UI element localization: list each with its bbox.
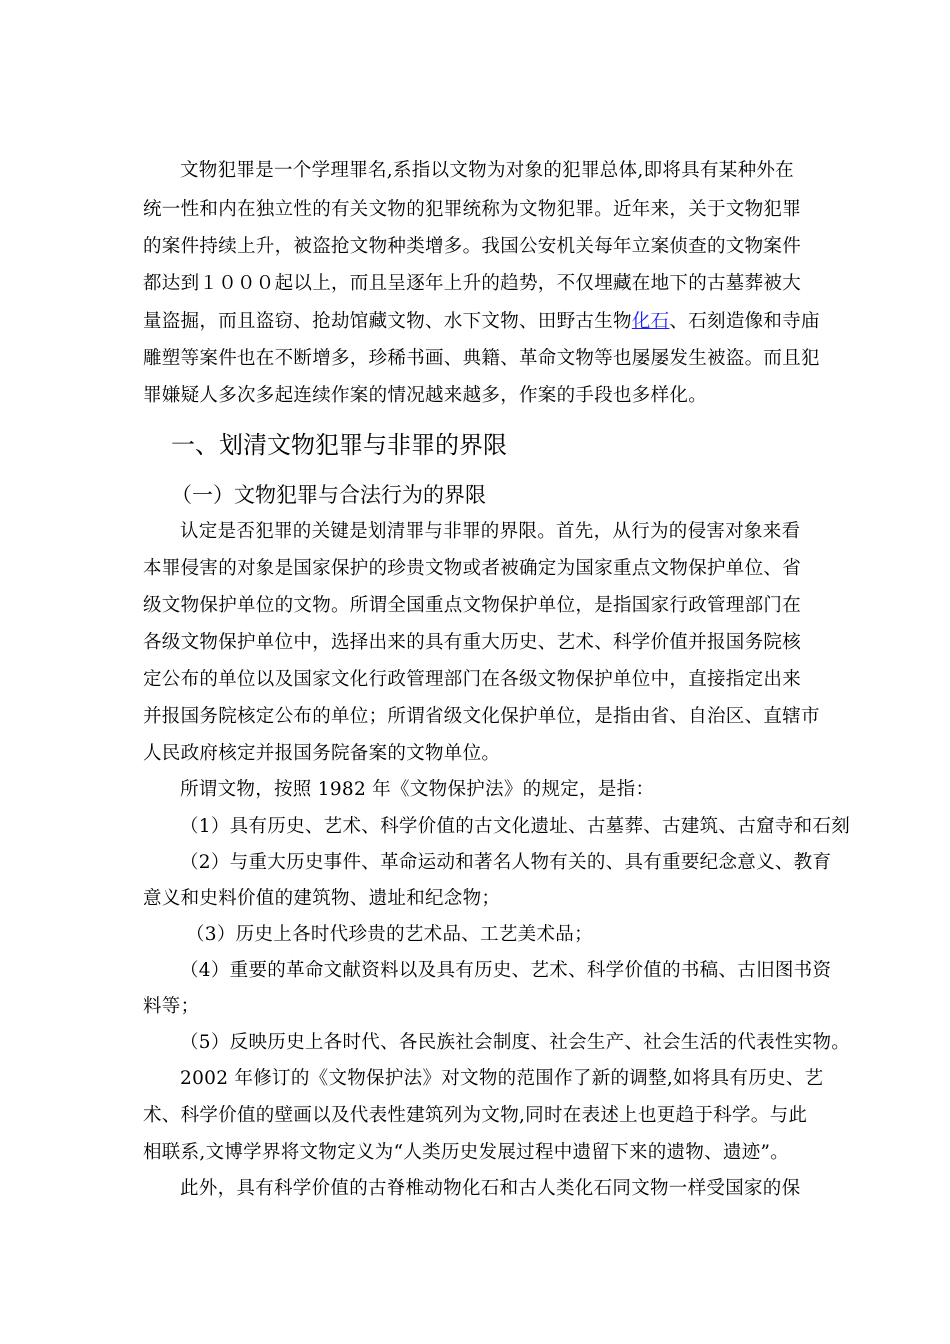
list-item-5: （5）反映历史上各时代、各民族社会制度、社会生产、社会生活的代表性实物。 [180, 1032, 851, 1053]
para1-line1: 文物犯罪是一个学理罪名,系指以文物为对象的犯罪总体,即将具有某种外在 [180, 160, 794, 181]
list-item-2-line2: 意义和史料价值的建筑物、遗址和纪念物； [143, 888, 501, 909]
para1-line5-before: 量盗掘，而且盗窃、抢劫馆藏文物、水下文物、田野古生物 [143, 311, 632, 332]
para1-line3: 的案件持续上升，被盗抢文物种类增多。我国公安机关每年立案侦查的文物案件 [143, 236, 802, 257]
subsection-heading: （一）文物犯罪与合法行为的界限 [171, 483, 486, 507]
para4-line2: 术、科学价值的壁画以及代表性建筑列为文物,同时在表述上也更趋于科学。与此 [143, 1105, 808, 1126]
para2-line5: 定公布的单位以及国家文化行政管理部门在各级文物保护单位中，直接指定出来 [143, 669, 802, 690]
para4-line3: 相联系,文博学界将文物定义为“人类历史发展过程中遗留下来的遗物、遗迹”。 [143, 1142, 790, 1163]
para2-line1: 认定是否犯罪的关键是划清罪与非罪的界限。首先，从行为的侵害对象来看 [180, 521, 801, 542]
fossil-link[interactable]: 化石 [631, 311, 670, 332]
para2-line4: 各级文物保护单位中，选择出来的具有重大历史、艺术、科学价值并报国务院核 [143, 632, 802, 653]
list-item-1: （1）具有历史、艺术、科学价值的古文化遗址、古墓葬、古建筑、古窟寺和石刻 [180, 816, 851, 837]
para1-line4: 都达到１０００起以上，而且呈逐年上升的趋势，不仅埋藏在地下的古墓葬被大 [143, 273, 802, 294]
list-item-3: （3）历史上各时代珍贵的艺术品、工艺美术品； [186, 924, 593, 945]
para2-line3: 级文物保护单位的文物。所谓全国重点文物保护单位，是指国家行政管理部门在 [143, 595, 802, 616]
para3: 所谓文物，按照 1982 年《文物保护法》的规定，是指： [180, 779, 655, 800]
para1-line7: 罪嫌疑人多次多起连续作案的情况越来越多，作案的手段也多样化。 [143, 385, 708, 406]
para2-line7: 人民政府核定并报国务院备案的文物单位。 [143, 743, 501, 764]
para2-line6: 并报国务院核定公布的单位；所谓省级文化保护单位，是指由省、自治区、直辖市 [143, 706, 820, 727]
para4-line1: 2002 年修订的《文物保护法》对文物的范围作了新的调整,如将具有历史、艺 [180, 1068, 824, 1089]
para1-line6: 雕塑等案件也在不断增多，珍稀书画、典籍、革命文物等也屡屡发生被盗。而且犯 [143, 348, 820, 369]
para1-line5 [143, 308, 820, 336]
para5-line1: 此外，具有科学价值的古脊椎动物化石和古人类化石同文物一样受国家的保 [180, 1178, 801, 1199]
list-item-4-line2: 料等； [143, 996, 200, 1017]
section-heading: 一、划清文物犯罪与非罪的界限 [171, 431, 507, 459]
list-item-2-line1: （2）与重大历史事件、革命运动和著名人物有关的、具有重要纪念意义、教育 [180, 852, 832, 873]
list-item-4-line1: （4）重要的革命文献资料以及具有历史、艺术、科学价值的书稿、古旧图书资 [180, 960, 832, 981]
para2-line2: 本罪侵害的对象是国家保护的珍贵文物或者被确定为国家重点文物保护单位、省 [143, 558, 802, 579]
para1-line2: 统一性和内在独立性的有关文物的犯罪统称为文物犯罪。近年来，关于文物犯罪 [143, 199, 802, 220]
para1-line5-after: 、石刻造像和寺庙 [669, 311, 820, 332]
